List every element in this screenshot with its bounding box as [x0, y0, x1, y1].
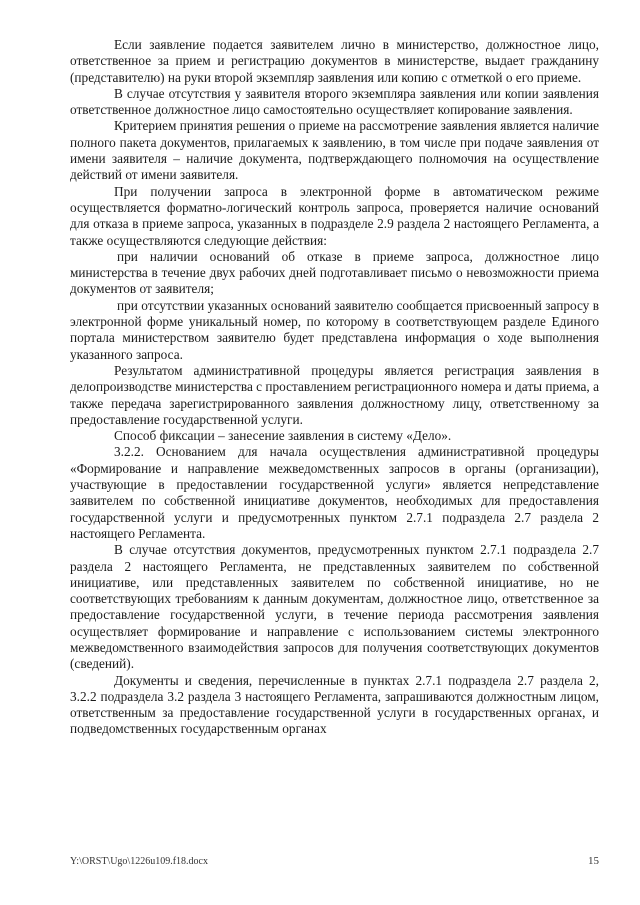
- paragraph: 3.2.2. Основанием для начала осуществления административной процедуры «Формирование и направление межведомственных запросов в органы (организации), участвующие в предоставлении государственной услуги» является непредставление заявителем по собственной инициативе документов, необходимых для предоставления государственной услуги и предусмотренных пунктом 2.7.1 подраздела 2.7 раздела 2 настоящего Регламента.: [70, 444, 599, 541]
- page-number: 15: [588, 855, 599, 867]
- paragraph: В случае отсутствия документов, предусмотренных пунктом 2.7.1 подраздела 2.7 раздела 2 настоящего Регламента, не представленных заявителем по собственной инициативе, или представленных заявителем по собственной инициативе, но не соответствующих требованиям к данным документам, должностное лицо, ответственное за предоставление государственной услуги, в течение периода рассмотрения заявления осуществляет формирование и направление с использованием системы электронного межведомственного взаимодействия запросов для получения соответствующих документов (сведений).: [70, 542, 599, 672]
- paragraph: при наличии оснований об отказе в приеме запроса, должностное лицо министерства в течение двух рабочих дней подготавливает письмо о невозможности приема документов от заявителя;: [70, 248, 599, 297]
- paragraph: Критерием принятия решения о приеме на рассмотрение заявления является наличие полного пакета документов, прилагаемых к заявлению, в том числе при подаче заявления от имени заявителя – наличие документа, подтверждающего полномочия на осуществление действий от имени заявителя.: [70, 118, 599, 183]
- paragraph: при отсутствии указанных оснований заявителю сообщается присвоенный запросу в электронной форме уникальный номер, по которому в соответствующем разделе Единого портала министерством заявителю будет представлена информация о ходе выполнения указанного запроса.: [70, 297, 599, 362]
- paragraph: Результатом административной процедуры является регистрация заявления в делопроизводстве министерства с проставлением регистрационного номера и даты приема, а также передача зарегистрированного заявления должностному лицу, ответственному за предоставление государственной услуги.: [70, 362, 599, 427]
- paragraph: Документы и сведения, перечисленные в пунктах 2.7.1 подраздела 2.7 раздела 2, 3.2.2 подраздела 3.2 раздела 3 настоящего Регламента, запрашиваются должностным лицом, ответственным за предоставление государственной услуги в государственных органах, и подведомственных государственным органах: [70, 672, 599, 737]
- paragraph: В случае отсутствия у заявителя второго экземпляра заявления или копии заявления ответственное должностное лицо самостоятельно осуществляет копирование заявления.: [70, 85, 599, 118]
- footer-file-path: Y:\ORST\Ugo\1226u109.f18.docx: [70, 856, 208, 867]
- paragraph: Если заявление подается заявителем лично в министерство, должностное лицо, ответственное за прием и регистрацию документов в министерстве, выдает гражданину (представителю) на руки второй экземпляр заявления или копию с отметкой о его приеме.: [70, 37, 599, 85]
- paragraph: При получении запроса в электронной форме в автоматическом режиме осуществляется форматно-логический контроль запроса, проверяется наличие оснований для отказа в приеме запроса, указанных в подразделе 2.9 раздела 2 настоящего Регламента, а также осуществляются следующие действия:: [70, 183, 599, 248]
- body-text: [70, 37, 599, 738]
- paragraph: Способ фиксации – занесение заявления в систему «Дело».: [114, 428, 452, 444]
